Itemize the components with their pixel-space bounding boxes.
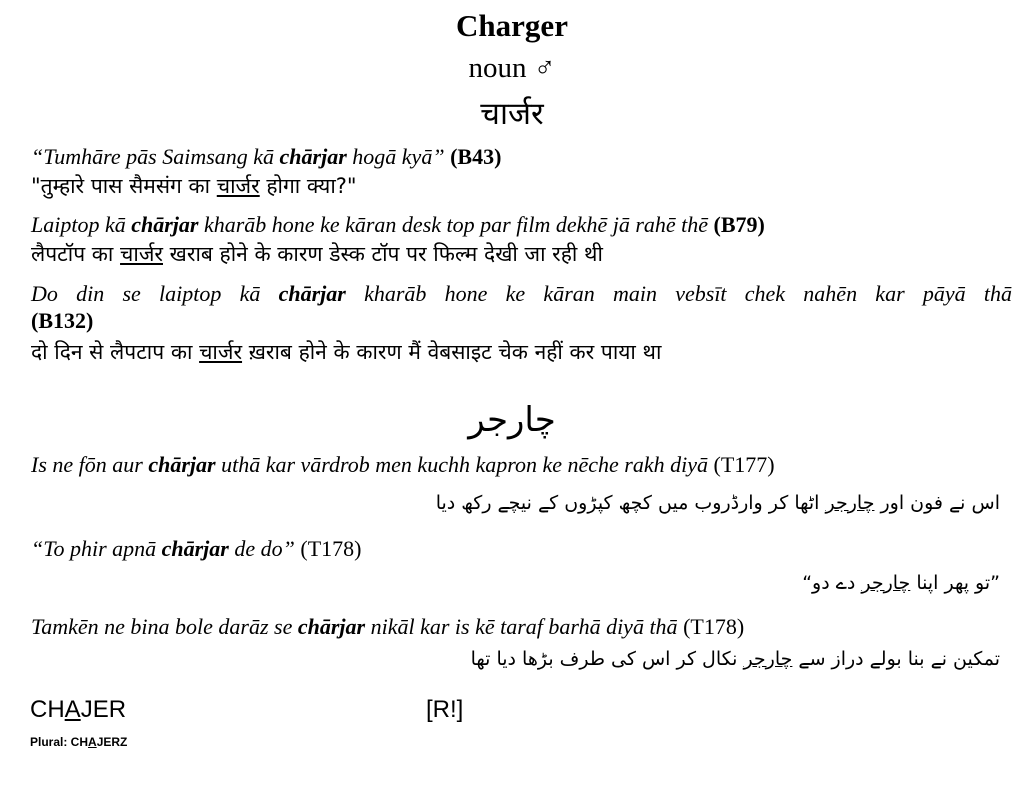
plural-form: Plural: CHAJERZ (30, 735, 128, 749)
example-devanagari: "तुम्हारे पास सैमसंग का चार्जर होगा क्या?" (31, 174, 357, 198)
pronunciation-flag: [R!] (426, 696, 464, 723)
example-urdu: اس نے فون اور چارجر اٹھا کر وارڈروب میں کچھ کپڑوں کے نیچے رکھ دیا (435, 492, 1000, 514)
example-romanized: Tamkēn ne bina bole darāz se chārjar nikāl kar is kē taraf barhā diyā thā (T178) (31, 614, 745, 639)
part-of-speech: noun ♂ (468, 52, 556, 84)
urdu-headword: چارجر (468, 400, 556, 440)
example-urdu: ”تو پھر اپنا چارجر دے دو“ (802, 572, 1000, 594)
pronunciation: CHAJER (30, 696, 127, 723)
example-romanized: “Tumhāre pās Saimsang kā chārjar hogā kyā” (B43) (31, 144, 502, 169)
example-source: (B132) (31, 308, 94, 333)
example-devanagari: लैपटॉप का चार्जर खराब होने के कारण डेस्क टॉप पर फिल्म देखी जा रही थी (31, 242, 603, 266)
example-romanized: Laiptop kā chārjar kharāb hone ke kāran desk top par film dekhē jā rahē thē (B79) (31, 212, 765, 237)
example-romanized: Do din se laiptop kā chārjar kharāb hone ke kāran main vebsīt chek nahēn kar pāyā thā (31, 281, 1012, 306)
example-devanagari: दो दिन से लैपटाप का चार्जर ख़राब होने के कारण मैं वेबसाइट चेक नहीं कर पाया था (31, 340, 662, 364)
example-romanized: Is ne fōn aur chārjar uthā kar vārdrob men kuchh kapron ke nēche rakh diyā (T177) (31, 452, 775, 477)
example-urdu: تمکین نے بنا بولے دراز سے چارجر نکال کر اس کی طرف بڑھا دیا تھا (470, 648, 1000, 670)
example-romanized: “To phir apnā chārjar de do” (T178) (31, 536, 362, 561)
entry-title: Charger (456, 8, 568, 43)
hindi-headword: चार्जर (480, 96, 544, 132)
